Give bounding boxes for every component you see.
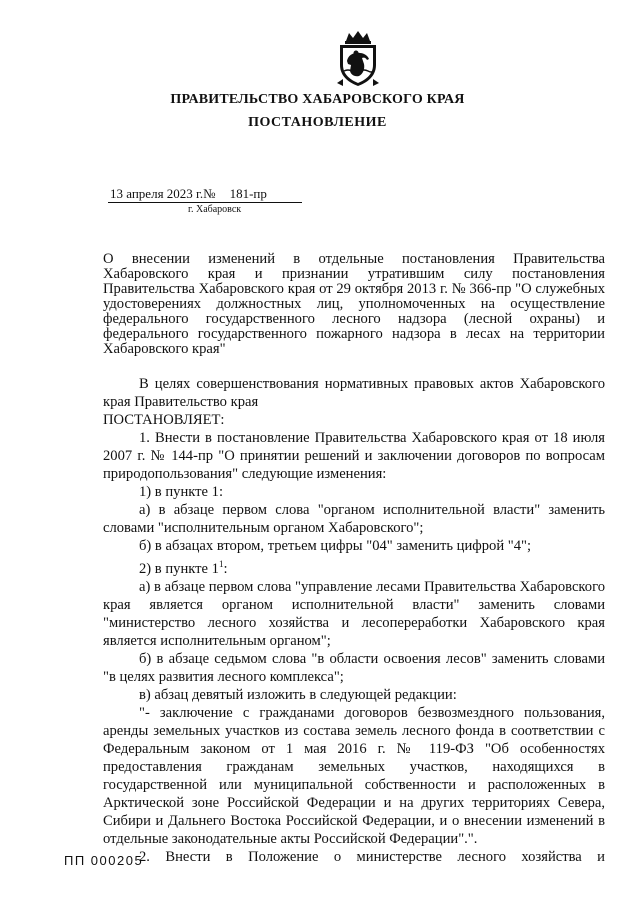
form-serial-number: ПП 000205	[64, 853, 144, 868]
date-number-line	[108, 186, 302, 203]
paragraph-1-item-1b: б) в абзацах втором, третьем цифры "04" заменить цифрой "4";	[139, 538, 532, 554]
paragraph-1-item-2a: а) в абзаце первом слова "управление лесами Правительства Хабаровского края является органом исполнительной власти" заменить словами "министерство лесного хозяйства и лесопереработки Хабаровского края является исполнительным органом";	[103, 578, 605, 649]
item-2-prefix: 2) в пункте 1	[139, 560, 219, 577]
paragraph-1-item-2b: б) в абзаце седьмом слова "в области освоения лесов" заменить словами "в целях развития лесного комплекса";	[103, 650, 605, 685]
decides-heading: ПОСТАНОВЛЯЕТ:	[103, 412, 225, 428]
paragraph-1-item-1: 1) в пункте 1:	[139, 484, 224, 500]
quoted-text: "- заключение с гражданами договоров безвозмездного пользования, аренды земельных участков из состава земель лесного фонда в соответствии с Федеральным законом от 1 мая 2016 г. № 119-ФЗ "Об особенностях предоставления гражданам земельных участков, находящихся в государственной или муниципальной собственности и расположенных в Арктической зоне Российской Федерации и на других территориях Севера, Сибири и Дальнего Востока Российской Федерации, и о внесении изменений в отдельные законодательные акты Российской Федерации".".	[103, 704, 605, 847]
paragraph-1-item-2	[103, 555, 605, 578]
paragraph-1: 1. Внести в постановление Правительства Хабаровского края от 18 июля 2007 г. № 144-пр "О принятии решений и заключении договоров по вопросам природопользования" следующие изменения:	[103, 430, 605, 482]
preamble-paragraph: В целях совершенствования нормативных правовых актов Хабаровского края Правительство края	[103, 376, 605, 410]
date-field	[108, 186, 218, 203]
place-of-issue: г. Хабаровск	[188, 204, 242, 215]
paragraph-1-item-2c: в) абзац девятый изложить в следующей редакции:	[139, 686, 457, 703]
paragraph-2: 2. Внести в Положение о министерстве лесного хозяйства и	[139, 848, 605, 865]
number-field	[218, 186, 302, 203]
government-title: ПРАВИТЕЛЬСТВО ХАБАРОВСКОГО КРАЯ	[170, 92, 465, 107]
document-type-title: ПОСТАНОВЛЕНИЕ	[248, 115, 387, 130]
document-subject: О внесении изменений в отдельные постановления Правительства Хабаровского края и признании утратившим силу постановления Правительства Хабаровского края от 29 октября 2013 г. № 366-пр "О служебных удостоверениях должностных лиц, уполномоченных на осуществление федерального государственного лесного надзора (лесной охраны) и федерального государственного пожарного надзора в лесах на территории Хабаровского края"	[103, 251, 605, 357]
document-body	[103, 375, 605, 866]
date-value: 13 апреля 2023 г.	[110, 186, 204, 201]
item-2-superscript: 1	[218, 559, 224, 569]
number-sign: №	[203, 186, 216, 201]
coat-of-arms-icon	[333, 31, 383, 87]
item-2-suffix: :	[223, 560, 228, 577]
number-value: 181-пр	[229, 186, 267, 201]
paragraph-1-item-1a: а) в абзаце первом слова "органом исполнительной власти" заменить словами "исполнительным органом Хабаровского";	[103, 502, 605, 536]
